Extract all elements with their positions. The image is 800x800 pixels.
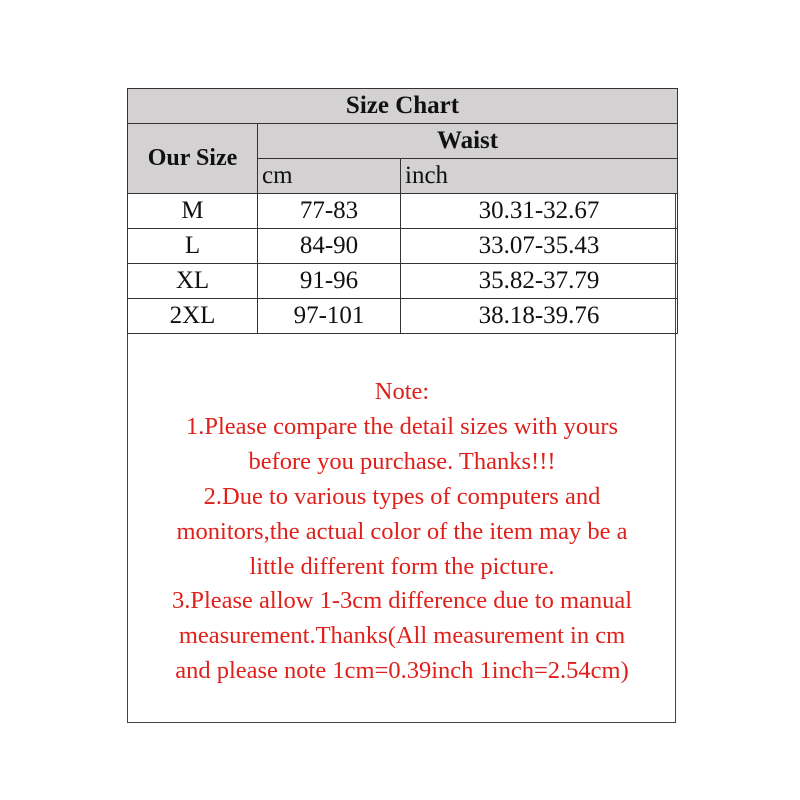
cm-header: cm (258, 159, 401, 194)
note-line: 3.Please allow 1-3cm difference due to manual (171, 587, 633, 615)
inch-cell: 30.31-32.67 (401, 194, 678, 229)
note-line: monitors,the actual color of the item may be a (176, 517, 628, 545)
chart-title: Size Chart (128, 89, 678, 124)
inch-cell: 33.07-35.43 (401, 229, 678, 264)
notes-section (127, 375, 677, 689)
size-cell: L (128, 229, 258, 264)
inch-cell: 35.82-37.79 (401, 264, 678, 299)
cm-cell: 77-83 (258, 194, 401, 229)
note-line: measurement.Thanks(All measurement in cm (178, 622, 626, 650)
table-row (128, 299, 678, 334)
our-size-header: Our Size (128, 124, 258, 194)
table-row (128, 194, 678, 229)
table-row (128, 264, 678, 299)
size-chart-table (127, 88, 678, 334)
size-cell: XL (128, 264, 258, 299)
size-cell: 2XL (128, 299, 258, 334)
inch-cell: 38.18-39.76 (401, 299, 678, 334)
size-cell: M (128, 194, 258, 229)
note-line: 2.Due to various types of computers and (203, 482, 601, 510)
waist-header: Waist (258, 124, 678, 159)
note-line: Note: (374, 378, 430, 405)
cm-cell: 97-101 (258, 299, 401, 334)
note-line: and please note 1cm=0.39inch 1inch=2.54cm) (175, 657, 629, 685)
note-line: little different form the picture. (249, 552, 555, 580)
inch-header: inch (401, 159, 678, 194)
cm-cell: 91-96 (258, 264, 401, 299)
note-line: before you purchase. Thanks!!! (248, 447, 556, 475)
cm-cell: 84-90 (258, 229, 401, 264)
table-row (128, 229, 678, 264)
note-line: 1.Please compare the detail sizes with yours (185, 412, 619, 440)
